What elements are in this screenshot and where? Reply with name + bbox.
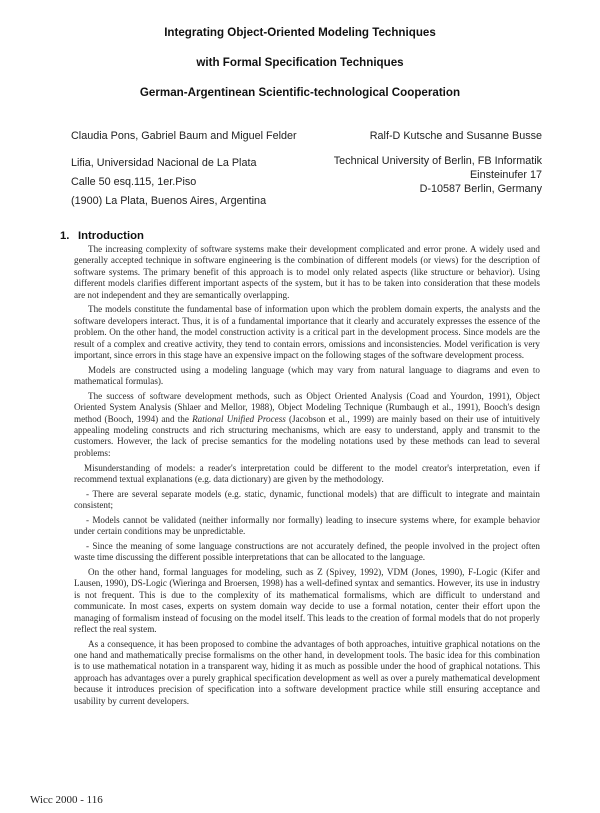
section-heading xyxy=(60,230,144,242)
italic-method-name: Rational Unified Process xyxy=(192,413,286,424)
right-affiliation-line3: D-10587 Berlin, Germany xyxy=(419,183,542,195)
paper-title-line1: Integrating Object-Oriented Modeling Techniques xyxy=(164,26,436,39)
paragraph xyxy=(74,391,540,459)
paragraph-text: (Jacobson et al., 1999) are mainly based on their use of intuitively appealing modeling constructs and rich structuring mechanisms, which are easy to understand, apply and transmit to the customers. However, the lack of precise semantics for the modeling notations used by these methods can lead to several problems: xyxy=(74,413,540,458)
body-text xyxy=(74,244,540,710)
right-author-names: Ralf-D Kutsche and Susanne Busse xyxy=(369,130,542,142)
paper-subtitle: German-Argentinean Scientific-technological Cooperation xyxy=(139,86,461,99)
left-affiliation-line3: (1900) La Plata, Buenos Aires, Argentina xyxy=(71,195,267,207)
paragraph: Models are constructed using a modeling language (which may vary from natural language to diagrams and even to mathematical formulas). xyxy=(74,364,540,387)
paragraph: On the other hand, formal languages for modeling, such as Z (Spivey, 1992), VDM (Jones, 1990), F-Logic (Kifer and Lausen, 1990), DS-Logic (Wieringa and Broersen, 1998) has a well-defined syntax and semantics. However, its use in industry is not frequent. This is due to the complexity of its mathematical formalisms, which are difficult to understand and communicate. In most cases, experts on system domain way decide to use a formal notation, center their effort upon the managing of formalism instead of focusing on the model itself. This leads to the creation of formal models that do not properly reflect the real system. xyxy=(74,566,540,634)
section-title: Introduction xyxy=(78,230,144,242)
paragraph: As a consequence, it has been proposed to combine the advantages of both approaches, intuitive graphical notations on the one hand and mathematically precise formalisms on the other hand, in development tools. The basic idea for this combination is to use mathematical notation in a transparent way, hiding it as much as possible under the hood of graphical notations. This approach has advantages over a purely graphical specification development as well as over a purely mathematical development because it introduces precision of specification into a software development practice while still ensuring acceptance and usability by current developers. xyxy=(74,638,540,706)
bullet-paragraph: - Models cannot be validated (neither informally nor formally) leading to insecure systems where, for example behavior under certain conditions may be unpredictable. xyxy=(74,514,540,537)
paragraph: Misunderstanding of models: a reader's interpretation could be different to the model creator's interpretation, even if recommend textual explanations (e.g. data dictionary) are given by the methodology. xyxy=(74,462,540,484)
paragraph: The models constitute the fundamental base of information upon which the problem domain experts, the analysts and the software developers interact. Thus, it is of a fundamental importance that it clearly and accurately expresses the essence of the problem. On the other hand, the model construction activity is a critical part in the development process. Since models are the result of a complex and creative activity, they tend to contain errors, omissions and inconsistencies. Model verification is very important, since errors in this stage have an expensive impact on the following stages of the software development process. xyxy=(74,304,540,360)
paper-title-line2: with Formal Specification Techniques xyxy=(196,56,404,69)
paragraph-text: The success of software development methods, such as Object Oriented Analysis (Coad and Yourdon, 1991), Object Oriented System Analysis (Shlaer and Mellor, 1988), Object Modeling Technique (Rumbaugh et al., 1991), Booch's design method (Booch, 1994) and the xyxy=(74,390,540,424)
right-affiliation-line1: Technical University of Berlin, FB Informatik xyxy=(333,155,542,167)
left-author-names: Claudia Pons, Gabriel Baum and Miguel Felder xyxy=(71,130,297,142)
section-number: 1. xyxy=(60,230,70,242)
bullet-paragraph: - Since the meaning of some language constructions are not accurately defined, the people involved in the project often waste time discussing the different possible interpretations that can be allocated to the language. xyxy=(74,540,540,563)
paragraph: The increasing complexity of software systems make their development complicated and error prone. A widely used and generally accepted technique in software engineering is the combination of different models (or views) for the description of software systems. The primary benefit of this approach is to model only related aspects (like structure or behavior). Using different models clarifies different important aspects of the system, but it has to be taken into consideration that these models are not independent and they are semantically overlapping. xyxy=(74,244,540,300)
left-affiliation-line1: Lifia, Universidad Nacional de La Plata xyxy=(71,157,257,169)
bullet-paragraph: - There are several separate models (e.g. static, dynamic, functional models) that are difficult to integrate and maintain consistent; xyxy=(74,488,540,511)
left-affiliation-line2: Calle 50 esq.115, 1er.Piso xyxy=(71,176,197,188)
right-affiliation-line2: Einsteinufer 17 xyxy=(469,169,542,181)
page-footer: Wicc 2000 - 116 xyxy=(30,794,103,806)
